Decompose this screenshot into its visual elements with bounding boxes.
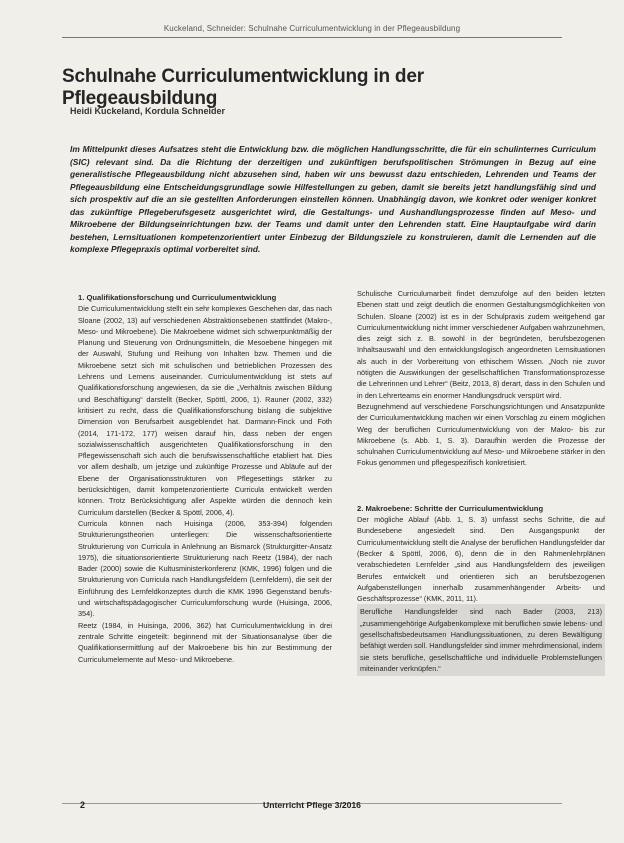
- highlight-box: Berufliche Handlungsfelder sind nach Bader (2003, 213) „zusammengehörige Aufgabenkomplexe mit beruflichen sowie lebens- und gesellschaftsbedeutsamen Handlungssituationen, zu deren Bewältigung befähigt werden soll. Handlungsfelder sind immer mehrdimensional, indem sie stets berufliche, gesellschaftliche und individuelle Problemstellungen miteinander verknüpfen.“: [357, 604, 605, 676]
- section-1-heading: 1. Qualifikationsforschung und Curriculumentwicklung: [78, 293, 277, 302]
- right-paragraph-1: Schulische Curriculumarbeit findet demzufolge auf den beiden letzten Ebenen statt und zeigt deutlich die enormen Gestaltungsmöglichkeiten von Schulen. Sloane (2002) ist es in der Schulpraxis zudem weitgehend gar Curriculumentwicklung nicht immer verschiedener Aufgaben wahrzunehmen, dies zeigt sich z. B. sowohl in der begründeten, berufsbezogenen Inhaltsauswahl und den entwicklungslogisch angeordneten Lernsituationen als auch in der Vorbereitung von ethischem Wissen. „Noch nie zuvor nötigten die Auswirkungen der gesellschaftlichen Transformationsprozesse die Lehrerinnen und Lehrer“ (Beitz, 2013, 8) derart, dass in den Schulen und in den Lehrerteams ein enormer Handlungsdruck verspürt wird.: [357, 289, 605, 400]
- article-title: Schulnahe Curriculumentwicklung in der Pflegeausbildung: [62, 66, 424, 109]
- page-number: 2: [80, 800, 86, 810]
- article-abstract: Im Mittelpunkt dieses Aufsatzes steht die Entwicklung bzw. die möglichen Handlungsschritte, die für ein schulinternes Curriculum (SIC) relevant sind. Da die Richtung der derzeitigen und zukünftigen berufspolitischen Strömungen in Bezug auf eine generalistische Pflegeausbildung nicht abzusehen sind, haben wir uns bewusst dazu entschieden, Lehrenden und Teams der Pflegeausbildung eine Entscheidungsgrundlage sowie Hilfestellungen zu geben, damit sie bereits jetzt handlungsfähig sind und sich prospektiv auf die an sie gestellten Anforderungen einstellen können. Unabhängig davon, wie konkret oder weniger konkret das zukünftige Pflegeberufsgesetz ausgerichtet wird, die Gestaltungs- und Aushandlungsprozesse finden auf Meso- und Mikroebene der Bildungseinrichtungen bzw. der Teams und damit unter den Lehrenden statt. Eine Hauptaufgabe wird darin bestehen, Lernsituationen kompetenzorientiert unter Einbezug der Bildungsziele zu konstruieren, damit die Lernenden auf die komplexe Pflegepraxis optimal vorbereitet sind.: [70, 144, 596, 254]
- running-head: Kuckeland, Schneider: Schulnahe Curriculumentwicklung in der Pflegeausbildung: [163, 24, 461, 33]
- section-2-heading: 2. Makroebene: Schritte der Curriculumentwicklung: [357, 503, 544, 513]
- left-paragraph-1: Die Curriculumentwicklung stellt ein sehr komplexes Geschehen dar, das nach Sloane (2002, 13) auf verschiedenen Abstraktionsebenen stattfindet (Makro-, Meso- und Mikroebene). Die Makroebene widmet sich schwerpunktmäßig der Planung und Steuerung von Ordnungsmitteln, die Mesoebene hingegen mit der Auswahl, Stufung und Reihung von Inhalten bzw. Themen und die Mikroebene setzt sich mit schulischen und betrieblichen Prozessen des Lehrens und Lernens auseinander. Curriculumentwicklung ist stets auf Qualifikationsforschung angewiesen, da sie die „Verhältnis zwischen Bildung und Beschäftigung“ darstellt (Becker, Spöttl, 2006, 1). Rauner (2002, 332) kritisiert zu recht, dass die Qualifikationsforschung bislang die subjektive Dimension von Berufsarbeit ausgeblendet hat. Darmann-Finck und Foth (2014, 171-172, 177) weisen darauf hin, dass neben der engen sozialwissenschaftlich ausgerichteten Qualifikationsforschung in den Pflegewissenschaft sich auch die berufswissenschaftliche etabliert hat. Dies vor allem deshalb, um jetzige und zukünftige Prozesse und Abläufe auf der Ebene der Organisationsstrukturen von Pflegesettings stärker zu berücksichtigen, damit kompetenzorientierte Curricula entwickelt werden können. Trotz Berücksichtigung aller Aspekte würden die dennoch kein Curriculum darstellen (Becker & Spöttl, 2006, 4).: [78, 304, 332, 517]
- left-column: [78, 292, 332, 665]
- left-paragraph-3: Reetz (1984, in Huisinga, 2006, 362) hat Curriculumentwicklung in drei zentrale Schritte eingeteilt: beginnend mit der Situationsanalyse über die Qualifikationsermittlung auf der Makroebene bis hin zur Bestimmung der Curriculumelemente auf Meso- und Mikroebene.: [78, 620, 332, 664]
- left-paragraph-2: Curricula können nach Huisinga (2006, 353-394) folgenden Strukturierungstheorien unterliegen: Die wissenschaftsorientierte Strukturierung von Curricula in Anlehnung an Bismarck (Strukturgitter-Ansatz 1975), die situationsorientierte Strukturierung nach Reetz (1984), der nach Bader (2000) sowie die Kultusministerkonferenz (KMK, 1996) folgen und die Strukturierung von Curricula nach Handlungsfeldern (Lernfeldern), die seit der Einführung des Lernfeldkonzeptes durch die KMK 1996 Gegenstand berufs- und wirtschaftspädagogischer Curriculumforschung wurde (Huisinga, 2006, 354).: [78, 518, 332, 619]
- article-authors: Heidi Kuckeland, Kordula Schneider: [70, 106, 226, 116]
- journal-name: Unterricht Pflege 3/2016: [263, 800, 361, 810]
- right-paragraph-3: Der mögliche Ablauf (Abb. 1, S. 3) umfasst sechs Schritte, die auf Bundesebene angesiedelt sind. Den Ausgangspunkt der Curriculumentwicklung stellt die Analyse der beruflichen Handlungsfelder dar (Becker & Spöttl, 2006, 6), denn die in den Rahmenlehrplänen verabschiedeten Lernfelder „sind aus Handlungsfeldern des jeweiligen Berufes entwickelt und orientieren sich an berufsbezogenen Aufgabenstellungen innerhalb zusammenhängender Arbeits- und Geschäftsprozesse“ (KMK, 2011, 11).: [357, 515, 605, 604]
- right-column: [357, 288, 605, 676]
- right-paragraph-2: Bezugnehmend auf verschiedene Forschungsrichtungen und Ansatzpunkte der Curriculumentwicklung machen wir einen Vorschlag zu einem möglichen Weg der beruflichen Curriculumentwicklung von der Makro- bis zur Mikroebene (s. Abb. 1, S. 3). Daraufhin werden die Prozesse der schulnahen Curriculumentwicklung auf Meso- und Mikroebene stärker in den Fokus genommen und pflegespezifisch konkretisiert.: [357, 401, 605, 468]
- section-gap: [357, 469, 605, 503]
- header-rule: [62, 37, 562, 38]
